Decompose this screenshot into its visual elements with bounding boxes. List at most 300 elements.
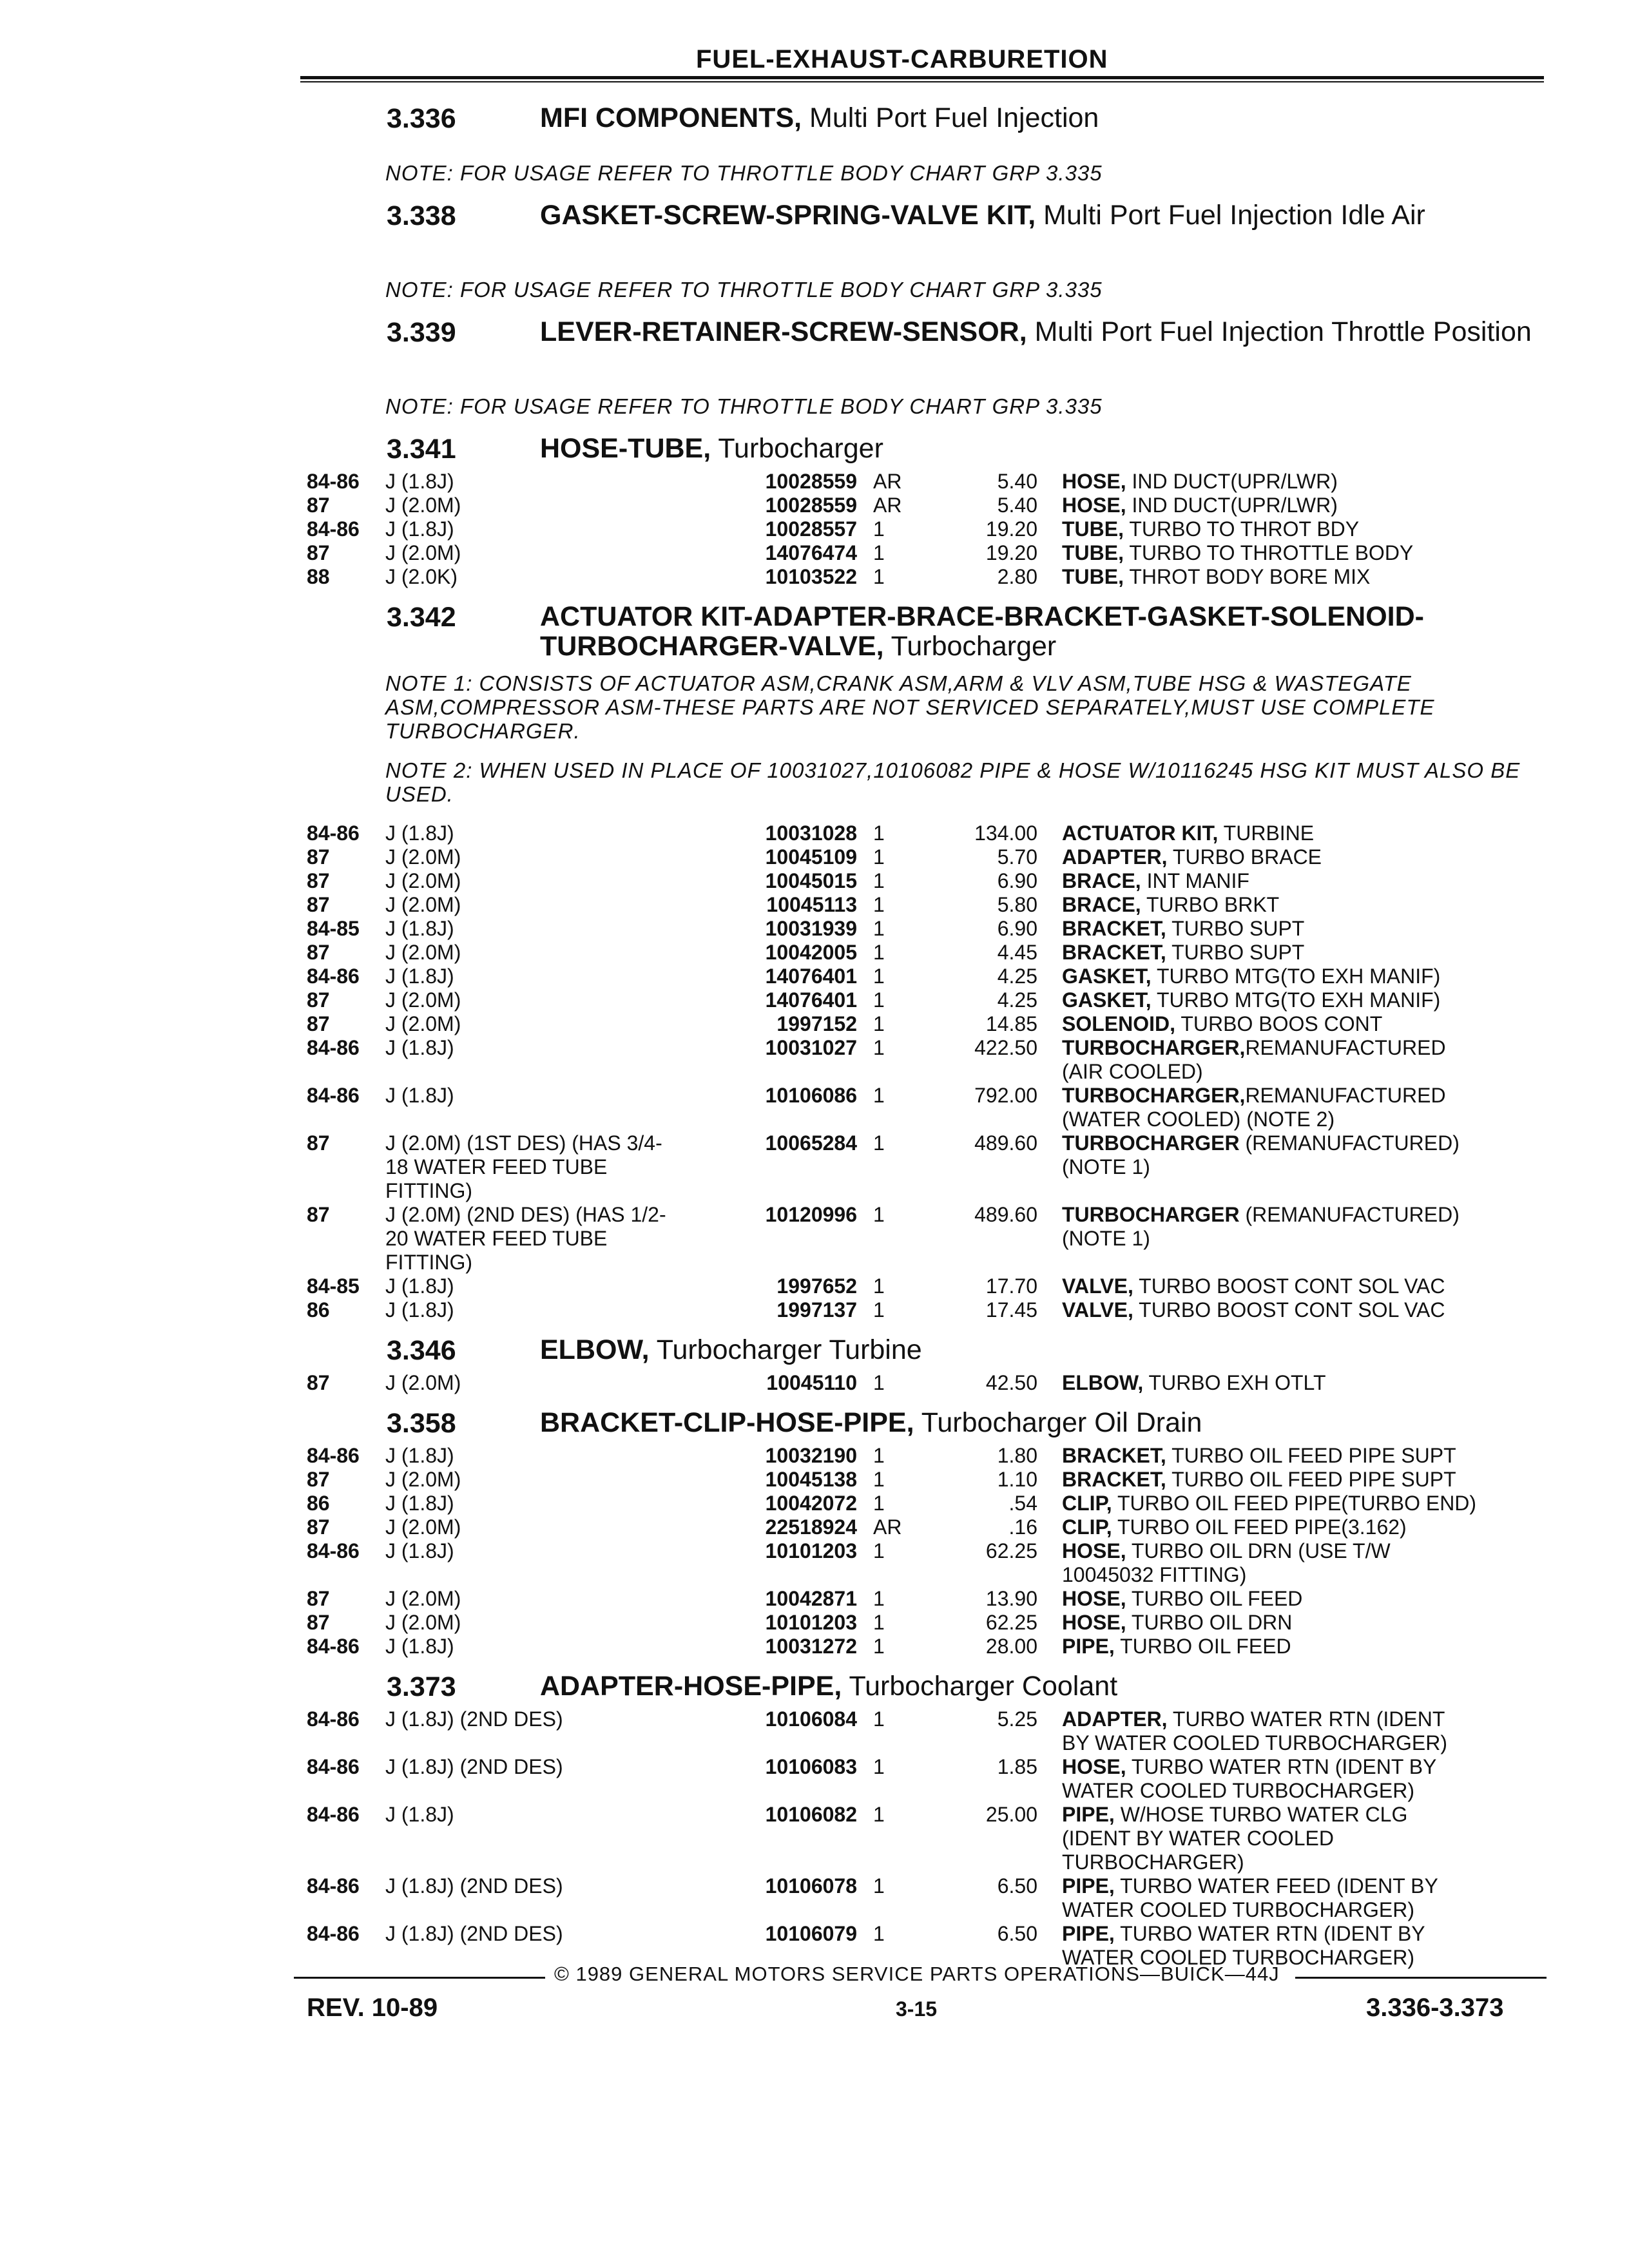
table-row [0, 1274, 1629, 1298]
section-title-rest: Turbocharger Oil Drain [914, 1407, 1202, 1438]
section-heading [0, 1671, 1629, 1707]
table-row [0, 1468, 1629, 1492]
section-title-bold: LEVER-RETAINER-SCREW-SENSOR, [540, 316, 1027, 347]
price: 62.25 [985, 1539, 1037, 1562]
price: .16 [1008, 1515, 1037, 1539]
part-name-bold: HOSE, [1062, 1755, 1126, 1778]
part-number: 10101203 [765, 1539, 857, 1562]
quantity: 1 [873, 822, 885, 845]
part-name [1062, 1492, 1545, 1515]
part-number: 10032190 [765, 1444, 857, 1467]
table-row [0, 494, 1629, 517]
model-year: 84-86 [307, 1707, 360, 1731]
section-title-rest: Turbocharger [883, 631, 1057, 662]
part-name-rest: (REMANUFACTURED) (NOTE 1) [1062, 1203, 1460, 1250]
model-year: 87 [307, 1468, 330, 1491]
quantity: 1 [873, 1874, 885, 1898]
part-name-rest: TURBO OIL FEED PIPE SUPT [1166, 1444, 1456, 1467]
model-year: 87 [307, 494, 330, 517]
model-year: 84-86 [307, 822, 360, 845]
section-title [540, 434, 1545, 463]
part-number: 10045015 [765, 869, 857, 892]
table-row [0, 1084, 1629, 1131]
engine-description: J (1.8J) (2ND DES) [385, 1922, 563, 1945]
part-name [1062, 941, 1545, 965]
section-title-rest: Turbocharger Turbine [649, 1334, 922, 1365]
table-row [0, 470, 1629, 494]
part-name-bold: BRACKET, [1062, 917, 1166, 940]
part-number: 10045109 [765, 845, 857, 869]
part-number: 14076474 [765, 541, 857, 564]
model-year: 84-86 [307, 1755, 360, 1778]
part-name-rest: TURBO WATER RTN (IDENT BY WATER COOLED TURBOCHARGER) [1062, 1922, 1425, 1969]
quantity: 1 [873, 1203, 885, 1226]
section-title-rest: Multi Port Fuel Injection Idle Air [1036, 200, 1425, 231]
table-row [0, 541, 1629, 565]
price: 4.45 [997, 941, 1037, 964]
part-name [1062, 517, 1545, 541]
part-name [1062, 1131, 1545, 1179]
part-name-rest: TURBO SUPT [1166, 941, 1305, 964]
part-name-bold: ADAPTER, [1062, 845, 1168, 869]
engine-description: J (1.8J) (2ND DES) [385, 1874, 563, 1898]
part-number: 10106082 [765, 1803, 857, 1826]
price: 792.00 [974, 1084, 1037, 1107]
price: 6.50 [997, 1922, 1037, 1945]
price: 5.40 [997, 470, 1037, 493]
part-name [1062, 1012, 1545, 1036]
model-year: 87 [307, 541, 330, 564]
part-name-bold: BRACE, [1062, 893, 1141, 916]
quantity: AR [873, 1515, 902, 1539]
parts-catalog-content [0, 103, 1629, 1983]
part-name-rest: W/HOSE TURBO WATER CLG (IDENT BY WATER COOLED TURBOCHARGER) [1062, 1803, 1408, 1874]
table-row [0, 917, 1629, 941]
part-number: 10106083 [765, 1755, 857, 1778]
part-name [1062, 494, 1545, 517]
part-name-bold: SOLENOID, [1062, 1012, 1176, 1035]
price: 28.00 [985, 1635, 1037, 1658]
page-title: FUEL-EXHAUST-CARBURETION [696, 45, 1108, 73]
part-name [1062, 845, 1545, 869]
part-number: 1997137 [776, 1298, 857, 1321]
price: 6.90 [997, 917, 1037, 940]
quantity: 1 [873, 1803, 885, 1826]
price: 2.80 [997, 565, 1037, 588]
table-row [0, 1539, 1629, 1587]
part-name-bold: CLIP, [1062, 1515, 1112, 1539]
part-number: 10103522 [765, 565, 857, 588]
model-year: 87 [307, 1131, 330, 1155]
section-number: 3.339 [387, 317, 456, 348]
model-year: 87 [307, 1203, 330, 1226]
part-name-rest: REMANUFACTURED (AIR COOLED) [1062, 1036, 1446, 1083]
part-name-bold: TURBOCHARGER [1062, 1203, 1240, 1226]
model-year: 87 [307, 988, 330, 1012]
section-title-bold: BRACKET-CLIP-HOSE-PIPE, [540, 1407, 914, 1438]
section-heading [0, 434, 1629, 470]
part-name-rest: INT MANIF [1141, 869, 1249, 892]
part-name-bold: BRACE, [1062, 869, 1141, 892]
part-name-rest: TURBINE [1218, 822, 1315, 845]
part-name-bold: GASKET, [1062, 988, 1152, 1012]
table-row [0, 822, 1629, 845]
engine-description: J (2.0K) [385, 565, 458, 588]
engine-description: J (1.8J) (2ND DES) [385, 1707, 563, 1731]
section-title [540, 1408, 1545, 1437]
page-number: 3-15 [896, 1997, 938, 2021]
model-year: 84-86 [307, 1922, 360, 1945]
engine-description: J (2.0M) [385, 941, 461, 964]
part-name-rest: IND DUCT(UPR/LWR) [1126, 494, 1338, 517]
model-year: 87 [307, 1012, 330, 1035]
part-number: 14076401 [765, 988, 857, 1012]
price: 6.50 [997, 1874, 1037, 1898]
engine-description: J (2.0M) [385, 1587, 461, 1610]
section-title-rest: Turbocharger [711, 433, 883, 464]
price: 1.80 [997, 1444, 1037, 1467]
part-name-rest: TURBO MTG(TO EXH MANIF) [1151, 965, 1441, 988]
table-row [0, 1635, 1629, 1658]
quantity: 1 [873, 869, 885, 892]
model-year: 84-85 [307, 917, 360, 940]
part-name [1062, 1707, 1545, 1755]
quantity: 1 [873, 1012, 885, 1035]
part-name-bold: HOSE, [1062, 1611, 1126, 1634]
part-name-bold: BRACKET, [1062, 1444, 1166, 1467]
engine-description: J (2.0M) [385, 845, 461, 869]
engine-description: J (1.8J) [385, 1084, 454, 1107]
table-row [0, 1444, 1629, 1468]
model-year: 87 [307, 941, 330, 964]
section-number: 3.373 [387, 1671, 456, 1702]
part-number: 10106079 [765, 1922, 857, 1945]
part-name-bold: TUBE, [1062, 565, 1124, 588]
table-row [0, 1874, 1629, 1922]
price: 25.00 [985, 1803, 1037, 1826]
price: 42.50 [985, 1371, 1037, 1394]
part-name-rest: TURBO WATER RTN (IDENT BY WATER COOLED TURBOCHARGER) [1062, 1755, 1437, 1802]
copyright-text: © 1989 GENERAL MOTORS SERVICE PARTS OPERATIONS—BUICK—44J [554, 1963, 1280, 1985]
table-row [0, 1492, 1629, 1515]
price: 4.25 [997, 988, 1037, 1012]
part-number: 10106078 [765, 1874, 857, 1898]
section-title-bold: ELBOW, [540, 1334, 650, 1365]
model-year: 84-86 [307, 1539, 360, 1562]
price: 19.20 [985, 541, 1037, 564]
quantity: 1 [873, 1922, 885, 1945]
engine-description: J (1.8J) [385, 917, 454, 940]
quantity: 1 [873, 1274, 885, 1298]
table-row [0, 1611, 1629, 1635]
price: 19.20 [985, 517, 1037, 541]
price: 134.00 [974, 822, 1037, 845]
section-note: NOTE: FOR USAGE REFER TO THROTTLE BODY CHART GRP 3.335 [385, 161, 1103, 185]
part-name-rest: TURBO OIL DRN (USE T/W 10045032 FITTING) [1062, 1539, 1391, 1586]
part-name-bold: PIPE, [1062, 1922, 1115, 1945]
table-row [0, 965, 1629, 988]
part-name-rest: TURBO OIL DRN [1126, 1611, 1293, 1634]
section-title [540, 103, 1545, 133]
engine-description: J (2.0M) [385, 893, 461, 916]
part-name [1062, 965, 1545, 988]
part-number: 10120996 [765, 1203, 857, 1226]
model-year: 84-86 [307, 517, 360, 541]
footer-rule-right [1295, 1977, 1547, 1979]
engine-description: J (2.0M) [385, 1371, 461, 1394]
engine-description: J (1.8J) [385, 1539, 454, 1562]
part-number: 10106086 [765, 1084, 857, 1107]
section-number: 3.346 [387, 1335, 456, 1366]
table-row [0, 845, 1629, 869]
price: .54 [1008, 1492, 1037, 1515]
price: 6.90 [997, 869, 1037, 892]
part-name-rest: TURBO OIL FEED [1114, 1635, 1291, 1658]
part-name-rest: TURBO BOOST CONT SOL VAC [1133, 1274, 1445, 1298]
part-name-rest: (REMANUFACTURED) (NOTE 1) [1062, 1131, 1460, 1178]
part-name [1062, 1298, 1545, 1322]
model-year: 87 [307, 1515, 330, 1539]
section-title [540, 200, 1545, 230]
section-title-bold: GASKET-SCREW-SPRING-VALVE KIT, [540, 200, 1036, 231]
section-title-bold: MFI COMPONENTS, [540, 102, 802, 133]
part-name [1062, 893, 1545, 917]
part-number: 10101203 [765, 1611, 857, 1634]
part-name-bold: VALVE, [1062, 1274, 1133, 1298]
part-name [1062, 470, 1545, 494]
price: 489.60 [974, 1131, 1037, 1155]
quantity: 1 [873, 941, 885, 964]
quantity: 1 [873, 1635, 885, 1658]
model-year: 86 [307, 1298, 330, 1321]
section-title-bold: ADAPTER-HOSE-PIPE, [540, 1671, 842, 1702]
part-name [1062, 1587, 1545, 1611]
part-name [1062, 1084, 1545, 1131]
table-row [0, 988, 1629, 1012]
part-name-rest: TURBO BOOS CONT [1175, 1012, 1383, 1035]
engine-description: J (1.8J) [385, 1803, 454, 1826]
price: 4.25 [997, 965, 1037, 988]
part-name [1062, 1874, 1545, 1922]
price: 1.10 [997, 1468, 1037, 1491]
section-heading [0, 1408, 1629, 1444]
engine-description: J (1.8J) [385, 822, 454, 845]
model-year: 87 [307, 1371, 330, 1394]
table-row [0, 1203, 1629, 1274]
part-name-rest: TURBO BRACE [1167, 845, 1322, 869]
price: 14.85 [985, 1012, 1037, 1035]
section-title [540, 602, 1545, 661]
part-number: 10045138 [765, 1468, 857, 1491]
table-row [0, 1707, 1629, 1755]
part-name-bold: TUBE, [1062, 517, 1124, 541]
part-name [1062, 1274, 1545, 1298]
part-name-bold: GASKET, [1062, 965, 1152, 988]
part-name-rest: TURBO OIL FEED PIPE SUPT [1166, 1468, 1456, 1491]
part-number: 10031027 [765, 1036, 857, 1059]
model-year: 84-86 [307, 1635, 360, 1658]
part-name-rest: TURBO TO THROTTLE BODY [1124, 541, 1414, 564]
part-name [1062, 1611, 1545, 1635]
quantity: 1 [873, 1084, 885, 1107]
part-name-bold: TURBOCHARGER, [1062, 1084, 1246, 1107]
price: 5.40 [997, 494, 1037, 517]
part-number: 10028557 [765, 517, 857, 541]
part-name-rest: TURBO OIL FEED [1126, 1587, 1303, 1610]
section-heading [0, 602, 1629, 671]
part-number: 22518924 [765, 1515, 857, 1539]
engine-description: J (2.0M) (2ND DES) (HAS 1/2- 20 WATER FEED TUBE FITTING) [385, 1203, 666, 1274]
part-name [1062, 1036, 1545, 1084]
section-note: NOTE 1: CONSISTS OF ACTUATOR ASM,CRANK ASM,ARM & VLV ASM,TUBE HSG & WASTEGATE ASM,COMPRESSOR ASM-THESE PARTS ARE NOT SERVICED SEPARATELY,MUST USE COMPLETE TURBOCHARGER. [385, 671, 1435, 743]
engine-description: J (1.8J) [385, 1635, 454, 1658]
price: 5.25 [997, 1707, 1037, 1731]
engine-description: J (2.0M) [385, 869, 461, 892]
section-number: 3.338 [387, 200, 456, 231]
part-name-rest: THROT BODY BORE MIX [1124, 565, 1371, 588]
engine-description: J (1.8J) [385, 965, 454, 988]
section-note: NOTE: FOR USAGE REFER TO THROTTLE BODY CHART GRP 3.335 [385, 394, 1103, 418]
part-number: 10028559 [765, 494, 857, 517]
part-name-rest: TURBO SUPT [1166, 917, 1305, 940]
part-number: 10106084 [765, 1707, 857, 1731]
part-name [1062, 1468, 1545, 1492]
quantity: 1 [873, 1298, 885, 1321]
price: 1.85 [997, 1755, 1037, 1778]
table-row [0, 1012, 1629, 1036]
part-number: 10042005 [765, 941, 857, 964]
section-title-rest: Turbocharger Coolant [842, 1671, 1118, 1702]
quantity: 1 [873, 988, 885, 1012]
part-name [1062, 1371, 1545, 1395]
table-row [0, 1371, 1629, 1395]
quantity: 1 [873, 893, 885, 916]
part-name [1062, 1203, 1545, 1251]
part-name-bold: CLIP, [1062, 1492, 1112, 1515]
table-row [0, 1298, 1629, 1322]
part-name [1062, 1539, 1545, 1587]
part-name-rest: TURBO BOOST CONT SOL VAC [1133, 1298, 1445, 1321]
part-name-bold: BRACKET, [1062, 1468, 1166, 1491]
part-name-rest: TURBO OIL FEED PIPE(TURBO END) [1112, 1492, 1477, 1515]
part-name-bold: HOSE, [1062, 1587, 1126, 1610]
section-title-bold: HOSE-TUBE, [540, 433, 711, 464]
part-number: 10065284 [765, 1131, 857, 1155]
section-number: 3.336 [387, 103, 456, 134]
part-name [1062, 1755, 1545, 1803]
model-year: 84-86 [307, 1803, 360, 1826]
section-number: 3.341 [387, 434, 456, 465]
section-number: 3.358 [387, 1408, 456, 1439]
model-year: 87 [307, 893, 330, 916]
quantity: 1 [873, 1755, 885, 1778]
model-year: 84-86 [307, 1874, 360, 1898]
section-heading [0, 1335, 1629, 1371]
part-name-bold: PIPE, [1062, 1803, 1115, 1826]
section-title-rest: Multi Port Fuel Injection Throttle Position [1027, 316, 1532, 347]
quantity: 1 [873, 1492, 885, 1515]
price: 17.45 [985, 1298, 1037, 1321]
part-name-rest: TURBO WATER RTN (IDENT BY WATER COOLED TURBOCHARGER) [1062, 1707, 1447, 1754]
part-number: 10031939 [765, 917, 857, 940]
header-rule-bottom [300, 81, 1544, 82]
part-name [1062, 1635, 1545, 1658]
table-row [0, 941, 1629, 965]
price: 5.70 [997, 845, 1037, 869]
engine-description: J (1.8J) [385, 517, 454, 541]
section-heading [0, 200, 1629, 278]
part-number: 10042072 [765, 1492, 857, 1515]
price: 5.80 [997, 893, 1037, 916]
section-title-bold: ACTUATOR KIT-ADAPTER-BRACE-BRACKET-GASKET-SOLENOID-TURBOCHARGER-VALVE, [540, 601, 1424, 662]
part-name-bold: ELBOW, [1062, 1371, 1144, 1394]
footer-rule-left [294, 1977, 545, 1979]
part-number: 14076401 [765, 965, 857, 988]
part-name-rest: TURBO EXH OTLT [1143, 1371, 1326, 1394]
model-year: 86 [307, 1492, 330, 1515]
part-name-bold: TUBE, [1062, 541, 1124, 564]
header-rule-top [300, 76, 1544, 79]
part-name-rest: TURBO WATER FEED (IDENT BY WATER COOLED TURBOCHARGER) [1062, 1874, 1438, 1921]
section-note: NOTE: FOR USAGE REFER TO THROTTLE BODY CHART GRP 3.335 [385, 278, 1103, 302]
part-name [1062, 541, 1545, 565]
part-name [1062, 1515, 1545, 1539]
part-name-bold: HOSE, [1062, 494, 1126, 517]
part-name-bold: BRACKET, [1062, 941, 1166, 964]
revision-label: REV. 10-89 [307, 1994, 438, 2022]
quantity: 1 [873, 1539, 885, 1562]
table-row [0, 1803, 1629, 1874]
quantity: 1 [873, 1468, 885, 1491]
part-name-bold: HOSE, [1062, 470, 1126, 493]
engine-description: J (1.8J) [385, 1492, 454, 1515]
engine-description: J (2.0M) [385, 494, 461, 517]
part-name [1062, 1444, 1545, 1468]
price: 62.25 [985, 1611, 1037, 1634]
part-name-rest: IND DUCT(UPR/LWR) [1126, 470, 1338, 493]
quantity: 1 [873, 965, 885, 988]
quantity: 1 [873, 517, 885, 541]
part-number: 10042871 [765, 1587, 857, 1610]
engine-description: J (2.0M) [385, 1611, 461, 1634]
table-row [0, 517, 1629, 541]
table-row [0, 565, 1629, 589]
part-name-rest: TURBO BRKT [1141, 893, 1280, 916]
model-year: 87 [307, 1611, 330, 1634]
model-year: 84-86 [307, 470, 360, 493]
part-name-bold: TURBOCHARGER [1062, 1131, 1240, 1155]
table-row [0, 1755, 1629, 1803]
section-title-rest: Multi Port Fuel Injection [802, 102, 1099, 133]
quantity: 1 [873, 1707, 885, 1731]
part-number: 10045110 [766, 1371, 857, 1394]
model-year: 87 [307, 869, 330, 892]
model-year: 87 [307, 1587, 330, 1610]
section-heading [0, 317, 1629, 394]
part-name [1062, 822, 1545, 845]
part-name-bold: PIPE, [1062, 1635, 1115, 1658]
quantity: 1 [873, 1611, 885, 1634]
engine-description: J (1.8J) (2ND DES) [385, 1755, 563, 1778]
section-title [540, 317, 1545, 347]
part-name-bold: ADAPTER, [1062, 1707, 1168, 1731]
model-year: 84-86 [307, 1084, 360, 1107]
price: 13.90 [985, 1587, 1037, 1610]
part-name [1062, 565, 1545, 589]
part-name [1062, 988, 1545, 1012]
quantity: AR [873, 494, 902, 517]
price: 17.70 [985, 1274, 1037, 1298]
